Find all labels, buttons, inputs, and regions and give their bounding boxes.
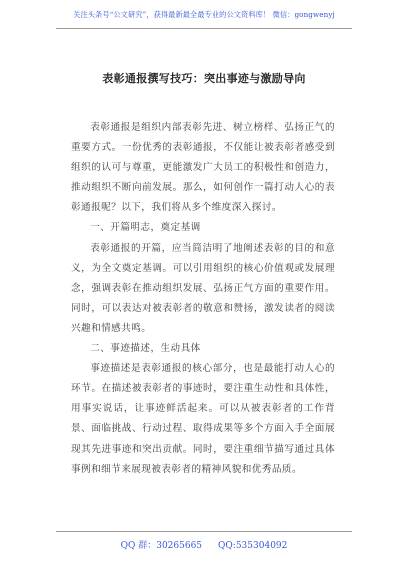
footer-divider: [56, 531, 352, 532]
footer-contact: [0, 538, 408, 551]
paragraph-intro: 表彰通报是组织内部表彰先进、树立榜样、弘扬正气的重要方式。一份优秀的表彰通报，不仅能让被表彰者感受到组织的认可与尊重，更能激发广大员工的积极性和创造力，推动组织不断向前发展。那么，如何创作一篇打动人心的表彰通报呢？以下，我们将从多个维度深入探讨。: [71, 122, 335, 214]
paragraph-section-1: 表彰通报的开篇，应当简洁明了地阐述表彰的目的和意义，为全文奠定基调。可以引用组织的核心价值观或发展理念，强调表彰在推动组织发展、弘扬正气方面的重要作用。同时，可以表达对被表彰者的敬意和赞扬，激发读者的阅读兴趣和情感共鸣。: [71, 242, 335, 334]
document-body: [71, 118, 335, 480]
footer-qq-number: QQ:535304092: [218, 541, 288, 551]
section-heading-2: 二、事迹描述，生动具体: [90, 343, 201, 355]
document-title: 表彰通报撰写技巧：突出事迹与激励导向: [102, 72, 306, 85]
header-banner: 关注头条号“公文研究”，获得最新最全最专业的公文资料库！ 微信：gongwenyj: [73, 10, 335, 19]
footer-qq-group: QQ 群：30265665: [120, 541, 203, 551]
header-divider: [56, 28, 352, 29]
paragraph-section-2: 事迹描述是表彰通报的核心部分，也是最能打动人心的环节。在描述被表彰者的事迹时，要注重生动性和具体性，用事实说话，让事迹鲜活起来。可以从被表彰者的工作背景、面临挑战、行动过程、取得成果等多个方面入手全面展现其先进事迹和突出贡献。同时，要注重细节描写通过具体事例和细节来展现被表彰者的精神风貌和优秀品质。: [71, 363, 335, 475]
section-heading-1: 一、开篇明志，奠定基调: [90, 222, 201, 234]
